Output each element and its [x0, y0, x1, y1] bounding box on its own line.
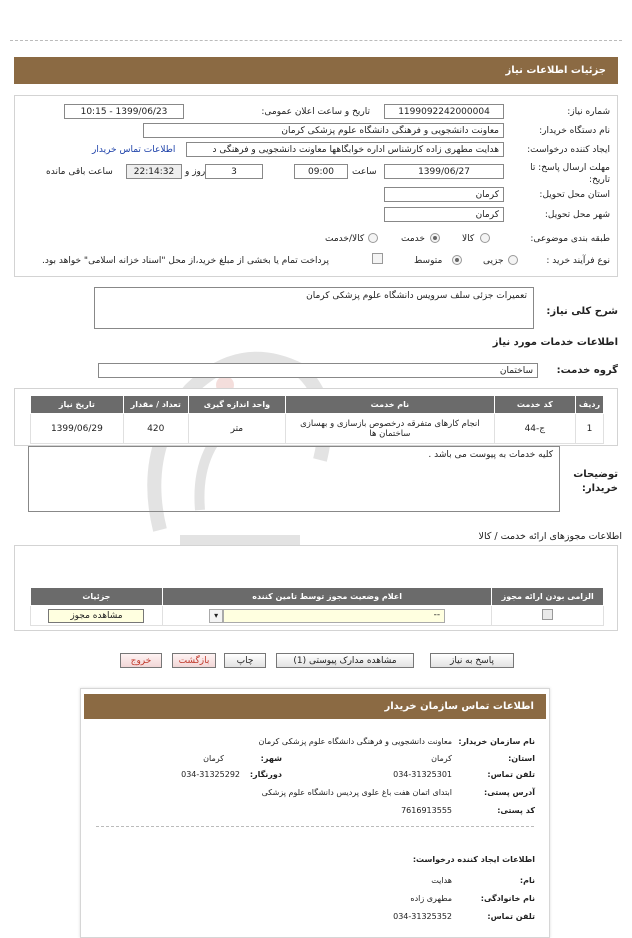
row-unit: متر — [188, 414, 285, 444]
deadline-time-label: ساعت — [352, 167, 377, 177]
table-row — [31, 606, 604, 626]
summary-label: شرح کلی نیاز: — [546, 306, 618, 317]
buyer-notes-field — [28, 446, 560, 512]
contact-city-label: شهر: — [260, 754, 282, 763]
services-table — [30, 395, 604, 444]
payment-note: پرداخت تمام یا بخشی از مبلغ خرید،از محل "اسناد خزانه اسلامی" خواهد بود. — [42, 256, 330, 266]
days-remaining-field: 3 — [205, 164, 263, 179]
contact-org-label: نام سازمان خریدار: — [458, 737, 535, 746]
proc-medium-label: متوسط — [414, 256, 443, 266]
summary-text: تعمیرات جزئی سلف سرویس دانشگاه علوم پزشکی کرمان — [306, 291, 527, 301]
contact-card — [80, 688, 550, 938]
creator-field: هدایت مطهری زاده کارشناس اداره خوابگاهها معاونت دانشجویی و فرهنگی د — [186, 142, 504, 157]
cat-goods-radio[interactable] — [480, 233, 490, 244]
service-group-field: ساختمان — [98, 363, 538, 378]
permits-table-header — [31, 588, 604, 606]
creator-last-name-label: نام خانوادگی: — [480, 894, 535, 903]
city-field: کرمان — [384, 207, 504, 222]
col-permit-status: اعلام وضعیت مجوز توسط تامین کننده — [162, 588, 492, 606]
table-row — [31, 414, 604, 444]
permit-required-checkbox — [542, 609, 553, 620]
col-permit-required: الزامی بودن ارائه مجوز — [492, 588, 604, 606]
contact-phone-value: 034-31325301 — [393, 770, 452, 779]
contact-province-value: کرمان — [431, 754, 452, 763]
row-qty: 420 — [123, 414, 188, 444]
permit-details-cell — [31, 606, 163, 626]
days-label: روز و — [185, 167, 206, 177]
contact-org-value: معاونت دانشجویی و فرهنگی دانشگاه علوم پزشکی کرمان — [258, 737, 452, 746]
cat-goods-service-radio[interactable] — [368, 233, 378, 244]
category-label: طبقه بندی موضوعی: — [530, 234, 610, 244]
row-index: 1 — [575, 414, 603, 444]
contact-address-label: آدرس پستی: — [484, 788, 535, 797]
permit-required-cell — [492, 606, 604, 626]
contact-phone-label: تلفن تماس: — [487, 770, 535, 779]
creator-info-title: اطلاعات ایجاد کننده درخواست: — [412, 855, 535, 864]
exit-button[interactable]: خروج — [120, 653, 162, 668]
row-date: 1399/06/29 — [31, 414, 124, 444]
cat-goods-label: کالا — [462, 234, 475, 244]
contact-province-label: استان: — [508, 754, 535, 763]
creator-phone-label: تلفن تماس: — [487, 912, 535, 921]
province-field: کرمان — [384, 187, 504, 202]
buyer-notes-label: توضیحات خریدار: — [573, 469, 618, 494]
cat-service-label: خدمت — [401, 234, 425, 244]
row-code: ج-44 — [494, 414, 575, 444]
city-label: شهر محل تحویل: — [544, 210, 610, 220]
services-title: اطلاعات خدمات مورد نیاز — [492, 337, 618, 348]
deadline-label: مهلت ارسال پاسخ: تا تاریخ: — [530, 163, 610, 185]
cat-service-radio[interactable] — [430, 233, 440, 244]
creator-label: ایجاد کننده درخواست: — [527, 145, 610, 155]
proc-medium-radio[interactable] — [452, 255, 462, 266]
back-button[interactable]: بازگشت — [172, 653, 216, 668]
col-qty: تعداد / مقدار — [123, 396, 188, 414]
attachments-button[interactable]: مشاهده مدارک پیوستی (1) — [276, 653, 414, 668]
need-number-label: شماره نیاز: — [567, 107, 610, 117]
col-permit-details: جزئیات — [31, 588, 163, 606]
col-date: تاریخ نیاز — [31, 396, 124, 414]
contact-address-value: ابتدای اتمان هفت باغ علوی پردیس دانشگاه علوم پزشکی — [261, 788, 452, 797]
permit-status-select[interactable]: -- — [223, 609, 445, 623]
col-name: نام خدمت — [286, 396, 495, 414]
proc-partial-label: جزیی — [483, 256, 504, 266]
contact-fax-value: 034-31325292 — [181, 770, 240, 779]
contact-header — [84, 694, 546, 719]
contact-postal-value: 7616913555 — [401, 806, 452, 815]
announce-label: تاریخ و ساعت اعلان عمومی: — [261, 107, 370, 117]
deadline-time-field: 09:00 — [294, 164, 348, 179]
creator-first-name-value: هدایت — [431, 876, 452, 885]
creator-last-name-value: مطهری زاده — [410, 894, 452, 903]
chevron-down-icon[interactable]: ▾ — [209, 609, 223, 623]
contact-fax-label: دورنگار: — [249, 770, 282, 779]
remaining-time-field: 22:14:32 — [126, 164, 182, 179]
top-divider — [10, 40, 622, 41]
announce-field: 1399/06/23 - 10:15 — [64, 104, 184, 119]
remaining-label: ساعت باقی مانده — [46, 167, 113, 177]
buyer-org-field: معاونت دانشجویی و فرهنگی دانشگاه علوم پزشکی کرمان — [143, 123, 504, 138]
contact-title: اطلاعات تماس سازمان خریدار — [384, 701, 534, 712]
province-label: استان محل تحویل: — [539, 190, 610, 200]
col-index: ردیف — [575, 396, 603, 414]
buyer-org-label: نام دستگاه خریدار: — [539, 126, 610, 136]
view-permit-button[interactable]: مشاهده مجوز — [48, 609, 144, 623]
services-table-header — [31, 396, 604, 414]
page-title: جزئیات اطلاعات نیاز — [505, 65, 606, 76]
creator-first-name-label: نام: — [519, 876, 535, 885]
page-header — [14, 57, 618, 84]
proc-partial-radio[interactable] — [508, 255, 518, 266]
contact-postal-label: کد پستی: — [497, 806, 535, 815]
cat-goods-service-label: کالا/خدمت — [325, 234, 365, 244]
permits-table — [30, 587, 604, 626]
contact-city-value: کرمان — [203, 754, 224, 763]
treasury-checkbox[interactable] — [372, 253, 383, 267]
service-group-label: گروه خدمت: — [556, 365, 618, 376]
contact-divider — [96, 826, 534, 827]
creator-phone-value: 034-31325352 — [393, 912, 452, 921]
permit-status-cell — [162, 606, 492, 626]
buyer-contact-link[interactable]: اطلاعات تماس خریدار — [92, 145, 176, 155]
deadline-date-field: 1399/06/27 — [384, 164, 504, 179]
reply-button[interactable]: پاسخ به نیاز — [430, 653, 514, 668]
col-unit: واحد اندازه گیری — [188, 396, 285, 414]
print-button[interactable]: چاپ — [224, 653, 266, 668]
buyer-notes-text: کلیه خدمات به پیوست می باشد . — [428, 450, 553, 460]
process-label: نوع فرآیند خرید : — [546, 256, 610, 266]
summary-field — [94, 287, 534, 329]
need-number-field: 1199092242000004 — [384, 104, 504, 119]
col-code: کد خدمت — [494, 396, 575, 414]
permits-title: اطلاعات مجوزهای ارائه خدمت / کالا — [478, 531, 622, 542]
row-name: انجام کارهای متفرقه درخصوص بازسازی و بهسازی ساختمان ها — [286, 414, 495, 444]
